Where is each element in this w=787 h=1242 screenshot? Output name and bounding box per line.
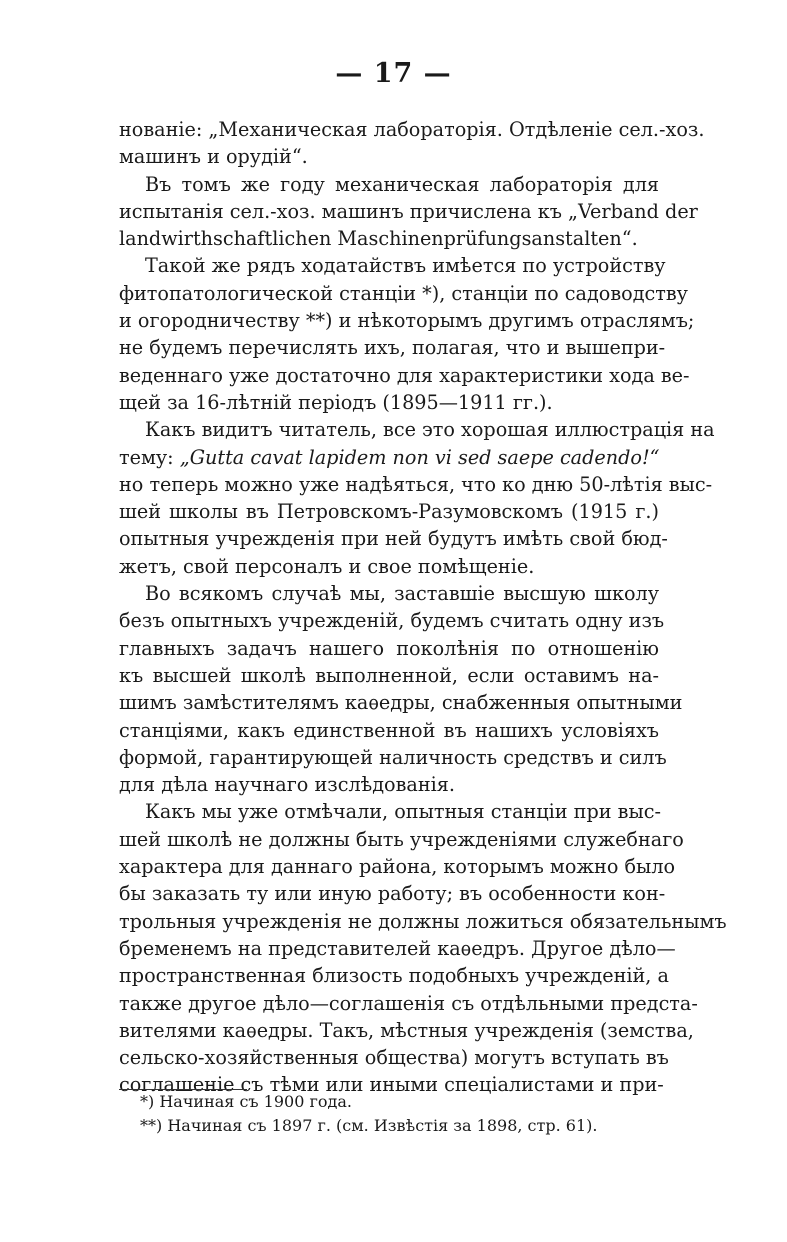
- text-line: главныхъ задачъ нашего поколѣнія по отношенію: [119, 636, 659, 660]
- footnotes: [140, 1090, 660, 1138]
- text-line: характера для даннаго района, которымъ можно было: [119, 855, 676, 879]
- text-line: вителями каѳедры. Такъ, мѣстныя учрежденія (земства,: [119, 1018, 694, 1042]
- text-line: бы заказать ту или иную работу; въ особенности кон-: [119, 882, 666, 906]
- text-line: шей школы въ Петровскомъ-Разумовскомъ (1915 г.): [119, 500, 659, 524]
- text-line: но теперь можно уже надѣяться, что ко дню 50-лѣтія выс-: [119, 472, 713, 496]
- text-line: трольныя учрежденія не должны ложиться обязательнымъ: [119, 909, 727, 933]
- text-line: не будемъ перечислять ихъ, полагая, что и вышепри-: [119, 336, 666, 360]
- page-number: — 17 —: [335, 58, 452, 89]
- text-line: фитопатологической станціи *), станціи по садоводству: [119, 281, 688, 305]
- text-line: шей школѣ не должны быть учрежденіями служебнаго: [119, 827, 684, 851]
- text-line: безъ опытныхъ учрежденій, будемъ считать одну изъ: [119, 609, 665, 633]
- motto-line: [119, 444, 659, 471]
- latin-motto: „Gutta cavat lapidem non vi sed saepe cadendo!“: [179, 445, 660, 469]
- main-text: [119, 116, 727, 1099]
- text-line: Въ томъ же году механическая лабораторія для: [145, 172, 659, 196]
- text-line: для дѣла научнаго изслѣдованія.: [119, 773, 455, 797]
- text-line: Какъ видитъ читатель, все это хорошая иллюстрація на: [145, 418, 715, 442]
- motto-prefix: тему:: [119, 445, 180, 469]
- text-line: машинъ и орудій“.: [119, 145, 308, 169]
- text-line: шимъ замѣстителямъ каѳедры, снабженныя опытными: [119, 691, 683, 715]
- text-line: станціями, какъ единственной въ нашихъ условіяхъ: [119, 718, 659, 742]
- text-line: веденнаго уже достаточно для характеристики хода ве-: [119, 363, 690, 387]
- text-line: бременемъ на представителей каѳедръ. Другое дѣло—: [119, 936, 676, 960]
- text-line: пространственная близость подобныхъ учрежденій, а: [119, 964, 669, 988]
- footnote: **) Начиная съ 1897 г. (см. Извѣстія за 1898, стр. 61).: [140, 1116, 598, 1135]
- text-line: соглашеніе съ тѣми или иными спеціалистами и при-: [119, 1073, 664, 1097]
- text-line: и огородничеству **) и нѣкоторымъ другимъ отраслямъ;: [119, 309, 695, 333]
- text-line: испытанія сел.-хоз. машинъ причислена къ „Verband der: [119, 199, 698, 223]
- text-line: Какъ мы уже отмѣчали, опытныя станціи при выс-: [145, 800, 661, 824]
- text-line: щей за 16-лѣтній періодъ (1895—1911 гг.).: [119, 390, 553, 414]
- text-line: нованіе: „Механическая лабораторія. Отдѣленіе сел.-хоз.: [119, 118, 705, 141]
- text-line: Во всякомъ случаѣ мы, заставшіе высшую школу: [145, 582, 659, 606]
- text-line: Такой же рядъ ходатайствъ имѣется по устройству: [145, 254, 666, 278]
- footnote: *) Начиная съ 1900 года.: [140, 1092, 352, 1111]
- text-line: формой, гарантирующей наличность средствъ и силъ: [119, 745, 667, 769]
- text-line: также другое дѣло—соглашенія съ отдѣльными предста-: [119, 991, 698, 1015]
- text-line: сельско-хозяйственныя общества) могутъ вступать въ: [119, 1046, 669, 1070]
- text-line: жетъ, свой персоналъ и свое помѣщеніе.: [119, 554, 535, 578]
- text-line: landwirthschaftlichen Maschinenprüfungsanstalten“.: [119, 227, 638, 251]
- text-line: опытныя учрежденія при ней будутъ имѣть свой бюд-: [119, 527, 668, 551]
- text-line: къ высшей школѣ выполненной, если оставимъ на-: [119, 663, 659, 687]
